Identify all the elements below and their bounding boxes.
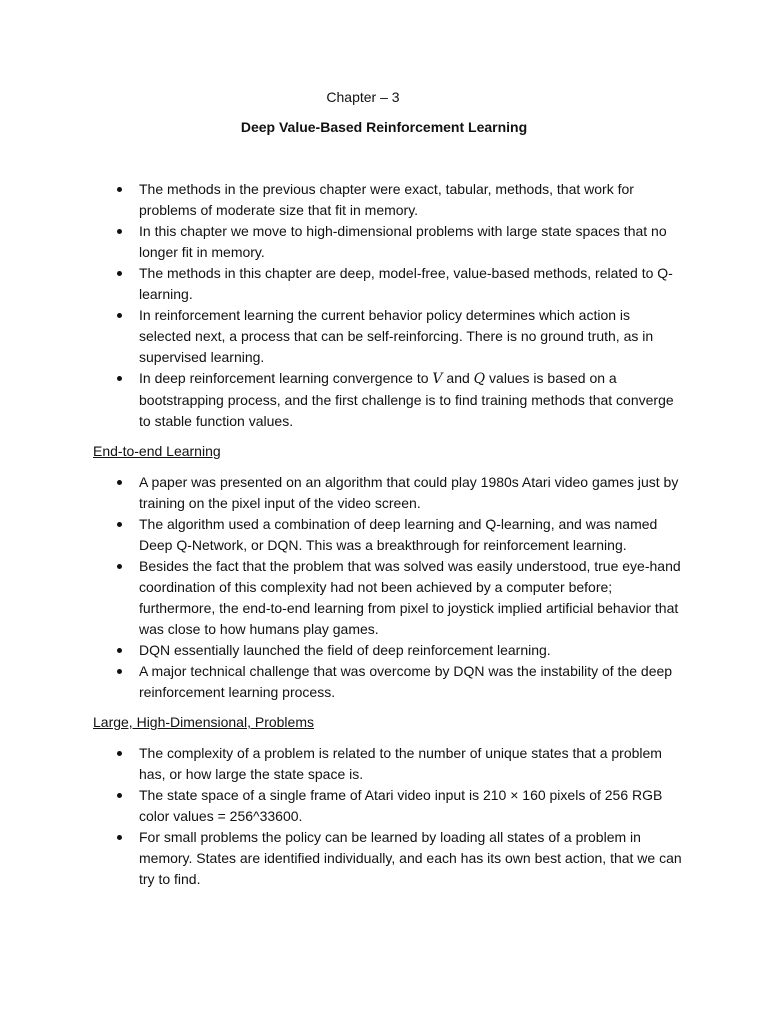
large-problems-bullet-list [93, 743, 683, 890]
end-to-end-bullet-list [93, 472, 683, 703]
convergence-text-part3: values is based on a bootstrapping process, and the first challenge is to find training methods that converge to stable function values. [139, 370, 674, 429]
math-variable-v: V [432, 371, 443, 387]
intro-bullet-4: In reinforcement learning the current behavior policy determines which action is selected next, a process that can be self-reinforcing. There is no ground truth, as in supervised learning. [93, 305, 683, 368]
chapter-label: Chapter – 3 [326, 89, 400, 105]
math-variable-q: Q [473, 371, 486, 387]
section-heading-end-to-end: End-to-end Learning [93, 443, 221, 459]
convergence-text-part1: In deep reinforcement learning convergence to [139, 370, 433, 386]
intro-bullet-2: In this chapter we move to high-dimensional problems with large state spaces that no longer fit in memory. [93, 221, 683, 263]
large-problems-bullet-2: The state space of a single frame of Atari video input is 210 × 160 pixels of 256 RGB color values = 256^33600. [93, 785, 683, 827]
large-problems-bullet-1: The complexity of a problem is related to the number of unique states that a problem has, or how large the state space is. [93, 743, 683, 785]
chapter-title: Deep Value-Based Reinforcement Learning [240, 119, 528, 135]
end-to-end-bullet-5: A major technical challenge that was overcome by DQN was the instability of the deep reinforcement learning process. [93, 661, 683, 703]
end-to-end-bullet-1: A paper was presented on an algorithm that could play 1980s Atari video games just by training on the pixel input of the video screen. [93, 472, 683, 514]
convergence-text-part2: and [442, 370, 474, 386]
intro-bullet-list [93, 179, 683, 432]
end-to-end-bullet-2: The algorithm used a combination of deep learning and Q-learning, and was named Deep Q-Network, or DQN. This was a breakthrough for reinforcement learning. [93, 514, 683, 556]
section-heading-large-problems: Large, High-Dimensional, Problems [93, 714, 314, 730]
intro-bullet-3: The methods in this chapter are deep, model-free, value-based methods, related to Q-learning. [93, 263, 683, 305]
document-body [93, 179, 683, 890]
end-to-end-bullet-4: DQN essentially launched the field of deep reinforcement learning. [93, 640, 683, 661]
intro-bullet-1: The methods in the previous chapter were exact, tabular, methods, that work for problems of moderate size that fit in memory. [93, 179, 683, 221]
large-problems-bullet-3: For small problems the policy can be learned by loading all states of a problem in memory. States are identified individually, and each has its own best action, that we can try to find. [93, 827, 683, 890]
end-to-end-bullet-3: Besides the fact that the problem that was solved was easily understood, true eye-hand coordination of this complexity had not been achieved by a computer before; furthermore, the end-to-end learning from pixel to joystick implied artificial behavior that was close to how humans play games. [93, 556, 683, 640]
intro-bullet-5 [93, 368, 683, 432]
